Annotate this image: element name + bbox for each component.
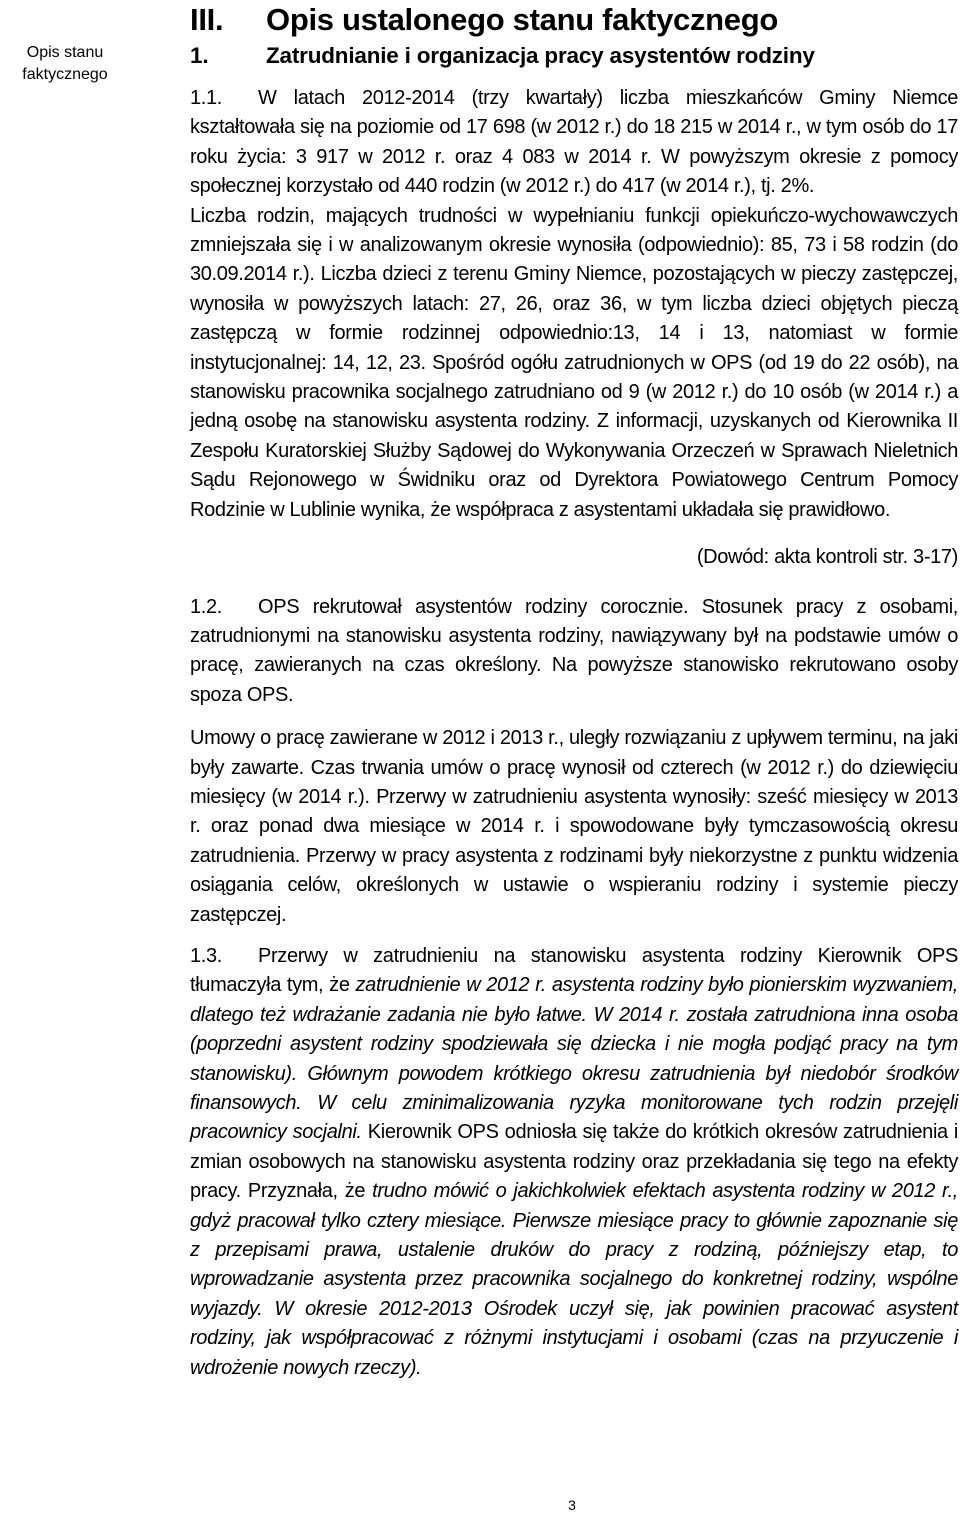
- paragraph-text: W latach 2012-2014 (trzy kwartały) liczba mieszkańców Gminy Niemce kształtowała się na poziomie od 17 698 (w 2012 r.) do 18 215 w 2014 r., w tym osób do 17 roku życia: 3 917 w 2012 r. oraz 4 083 w 2014 r. W powyższym okresie z pomocy społecznej korzystało od 440 rodzin (w 2012 r.) do 417 (w 2014 r.), tj. 2%.: [190, 87, 958, 198]
- paragraph-text: Liczba rodzin, mających trudności w wypełnianiu funkcji opiekuńczo-wychowawczych zmniejszała się i w analizowanym okresie wynosiła (odpowiednio): 85, 73 i 58 rodzin (do 30.09.2014 r.). Liczba dzieci z terenu Gminy Niemce, pozostających w pieczy zastępczej, wynosiła w powyższych latach: 27, 26, oraz 36, w tym liczba dzieci objętych pieczą zastępczą w formie rodzinnej odpowiednio:13, 14 i 13, natomiast w formie instytucjonalnej: 14, 12, 23. Spośród ogółu zatrudnionych w OPS (od 19 do 22 osób), na stanowisku pracownika socjalnego zatrudniano od 9 (w 2012 r.) do 10 osób (w 2014 r.) a jedną osobę na stanowisku asystenta rodziny. Z informacji, uzyskanych od Kierownika II Zespołu Kuratorskiej Służby Sądowej do Wykonywania Orzeczeń w Sprawach Nieletnich Sądu Rejonowego w Świdniku oraz od Dyrektora Powiatowego Centrum Pomocy Rodzinie w Lublinie wynika, że współpraca z asystentami układała się prawidłowo.: [190, 204, 958, 521]
- margin-note-line1: Opis stanu: [26, 44, 104, 61]
- paragraph-number: 1.3.: [190, 944, 222, 967]
- paragraph-1-1-b: [190, 202, 958, 525]
- page-number: 3: [568, 1497, 576, 1513]
- section-heading: [190, 2, 958, 38]
- paragraph-text: Umowy o pracę zawierane w 2012 i 2013 r., uległy rozwiązaniu z upływem terminu, na jaki były zawarte. Czas trwania umów o pracę wynosił od czterech (w 2012 r.) do dziewięciu miesięcy (w 2014 r.). Przerwy w zatrudnieniu asystenta wynosiły: sześć miesięcy w 2013 r. oraz ponad dwa miesiące w 2014 r. i spowodowane były tymczasowością okresu zatrudnienia. Przerwy w pracy asystenta z rodzinami były niekorzystne z punktu widzenia osiągania celów, określonych w ustawie o wspieraniu rodziny i systemie pieczy zastępczej.: [190, 727, 958, 926]
- margin-note-line2: faktycznego: [22, 66, 108, 83]
- paragraph-1-3: [190, 942, 958, 1383]
- paragraph-text: Kierownik OPS odniosła się także do krótkich okresów zatrudnienia i zmian osobowych na stanowisku asystenta rodziny oraz przekładania się tego na efekty pracy. Przyznała, że: [190, 1121, 958, 1203]
- paragraph-number: 1.1.: [190, 87, 222, 109]
- paragraph-1-2-a: [190, 593, 958, 711]
- evidence-reference: (Dowód: akta kontroli str. 3-17): [696, 546, 958, 569]
- paragraph-text: OPS rekrutował asystentów rodziny corocznie. Stosunek pracy z osobami, zatrudnionymi na stanowisku asystenta rodziny, nawiązywany był na podstawie umów o pracę, zawieranych na czas określony. Na powyższe stanowisko rekrutowano osoby spoza OPS.: [190, 595, 958, 706]
- paragraph-gap: [190, 930, 958, 942]
- margin-note: [0, 42, 130, 86]
- paragraph-gap: [190, 710, 958, 724]
- paragraph-1-2-b: [190, 724, 958, 930]
- quoted-explanation: zatrudnienie w 2012 r. asystenta rodziny było pionierskim wyzwaniem, dlatego też wdrażanie zadania nie było łatwe. W 2014 r. została zatrudniona inna osoba (poprzedni asystent rodziny spodziewała się dziecka i nie mogła podjąć pracy na tym stanowisku). Głównym powodem krótkiego okresu zatrudnienia był niedobór środków finansowych. W celu zminimalizowania ryzyka monitorowane tych rodzin przejęli pracownicy socjalni.: [190, 974, 959, 1144]
- paragraph-1-1-a: [190, 84, 958, 202]
- quoted-explanation: trudno mówić o jakichkolwiek efektach asystenta rodziny w 2012 r., gdyż pracował tylko cztery miesiące. Pierwsze miesiące pracy to głównie zapoznanie się z przepisami prawa, ustalenie druków do pracy z rodziną, późniejszy etap, to wprowadzanie asystenta przez pracownika socjalnego do konkretnej rodziny, wspólne wyjazdy. W okresie 2012-2013 Ośrodek uczył się, jak powinien pracować asystent rodziny, jak współpracować z różnymi instytucjami i osobami (czas na przyuczenie i wdrożenie nowych rzeczy).: [190, 1180, 958, 1379]
- subsection-number: 1.: [190, 43, 209, 68]
- section-number: III.: [190, 2, 224, 37]
- paragraph-text: Przerwy w zatrudnieniu na stanowisku asystenta rodziny Kierownik OPS tłumaczyła tym, że: [190, 944, 958, 997]
- paragraph-number: 1.2.: [190, 595, 222, 618]
- main-content: [190, 0, 958, 1383]
- section-title: Opis ustalonego stanu faktycznego: [266, 2, 779, 37]
- subsection-title: Zatrudnianie i organizacja pracy asystentów rodziny: [266, 43, 815, 68]
- subsection-heading: [190, 42, 958, 70]
